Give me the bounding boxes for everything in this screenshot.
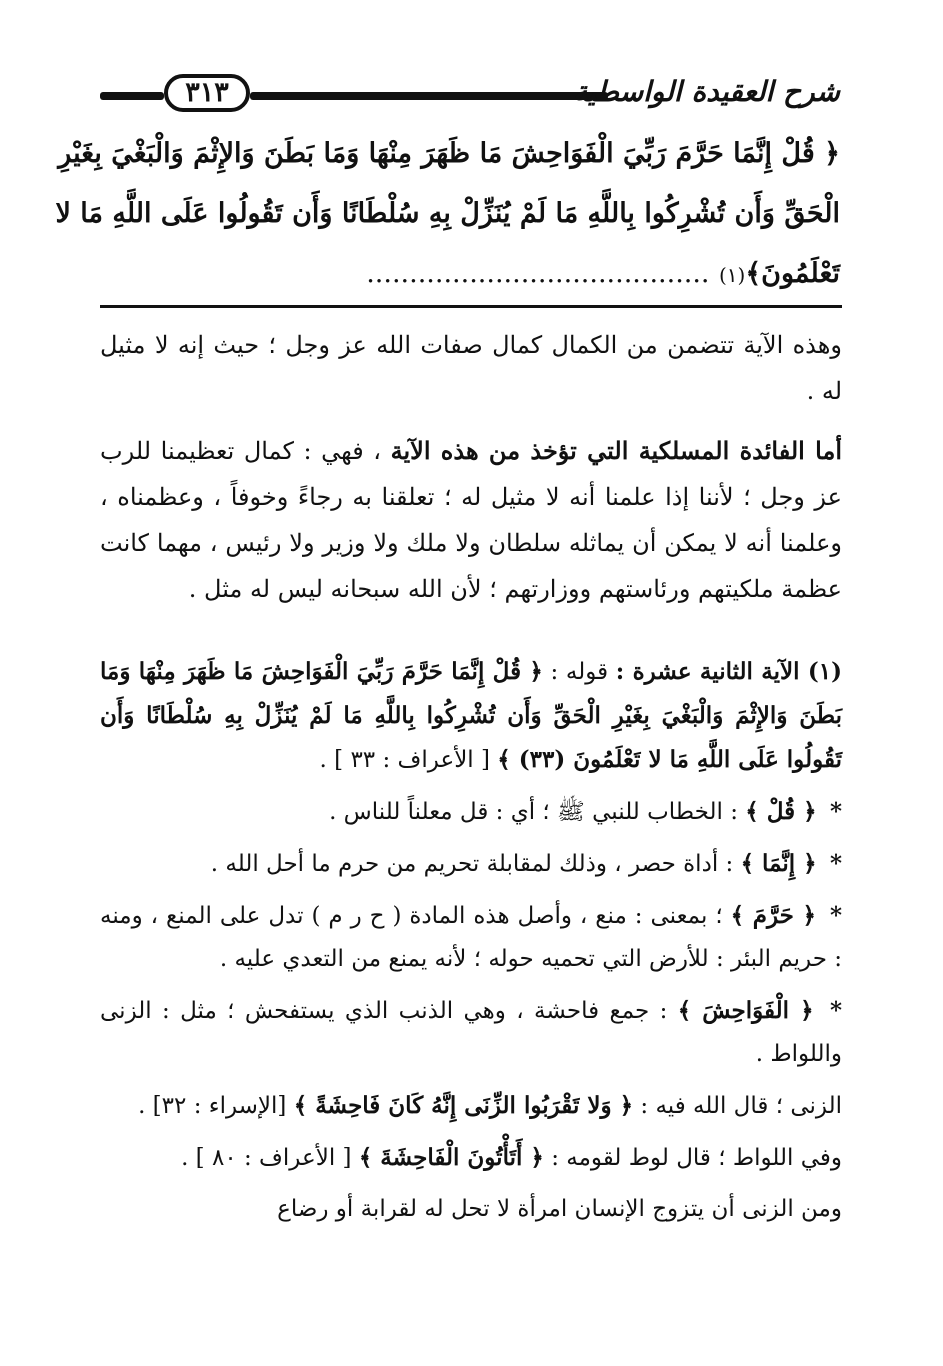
page-number: ٣١٣ <box>164 74 250 112</box>
bullet-star-icon: * <box>829 850 842 877</box>
footnote-1-ref: [ الأعراف : ٣٣ ] . <box>319 747 490 773</box>
liwat-ref: [ الأعراف : ٨٠ ] . <box>181 1145 352 1171</box>
bullet-term-harrama: ﴿ حَرَّمَ ﴾ <box>730 902 817 929</box>
paragraph-2 <box>100 428 842 612</box>
footnote-reference: (١) <box>718 263 746 287</box>
body-text <box>100 322 842 626</box>
liwat-verse: ﴿ أَتَأْتُونَ الْفَاحِشَةَ ﴾ <box>358 1144 544 1171</box>
bullet-star-icon: * <box>830 902 843 929</box>
zina-ref: [الإسراء : ٣٢] . <box>138 1093 287 1119</box>
page-header <box>100 70 840 116</box>
verse-dots: ........................................ <box>366 258 710 289</box>
verse-block <box>55 124 840 305</box>
bullet-text-harrama: ؛ بمعنى : منع ، وأصل هذه المادة ( ح ر م ) تدل على المنع ، ومنه : حريم البئر : للأرض التي تحميه حوله ؛ لأنه يمنع من التعدي عليه . <box>100 903 842 972</box>
bullet-star-icon: * <box>829 997 842 1024</box>
footnote-section <box>100 650 842 1239</box>
bullet-item-fawahish <box>100 989 842 1076</box>
bullet-text-fawahish: : جمع فاحشة ، وهي الذنب الذي يستفحش ؛ مثل : الزنى واللواط . <box>100 998 842 1067</box>
bullet-term-innama: ﴿ إِنَّمَا ﴾ <box>740 850 817 877</box>
book-title: شرح العقيدة الواسطية <box>573 75 840 108</box>
paragraph-2-text: ، فهي : كمال تعظيمنا للرب عز وجل ؛ لأننا إذا علمنا أنه لا مثيل له ؛ تعلقنا به رجاءً وخوفاً ، وعظمناه ، وعلمنا أنه لا يمكن أن يماثله سلطان ولا ملك ولا وزير ولا رئيس ، مهما كانت عظمة ملكيتهم ورئاستهم ووزارتهم ؛ لأن الله سبحانه ليس له مثل . <box>100 437 842 603</box>
bullet-text-qul: : الخطاب للنبي ﷺ ؛ أي : قل معلناً للناس . <box>329 799 738 825</box>
bullet-item-innama <box>100 842 842 886</box>
paragraph-zina <box>100 1084 842 1128</box>
footnote-1-verse: ﴿ قُلْ إِنَّمَا حَرَّمَ رَبِّيَ الْفَوَاحِشَ مَا ظَهَرَ مِنْهَا وَمَا بَطَنَ وَالإِثْمَ وَالْبَغْيَ بِغَيْرِ الْحَقِّ وَأَن تُشْرِكُوا بِاللَّهِ مَا لَمْ يُنَزِّلْ بِهِ سُلْطَانًا وَأَن تَقُولُوا عَلَى اللَّهِ مَا لا تَعْلَمُونَ (٣٣) ﴾ <box>100 658 842 773</box>
footnote-separator <box>100 305 842 308</box>
verse-line-1: ﴿ قُلْ إِنَّمَا حَرَّمَ رَبِّيَ الْفَوَاحِشَ مَا ظَهَرَ مِنْهَا وَمَا بَطَنَ وَالإِثْمَ وَالْبَغْيَ بِغَيْرِ <box>58 138 840 169</box>
paragraph-liwat <box>100 1136 842 1180</box>
bullet-term-qul: ﴿ قُلْ ﴾ <box>745 798 817 825</box>
liwat-intro: وفي اللواط ؛ قال لوط لقومه : <box>551 1145 842 1171</box>
paragraph-1: وهذه الآية تتضمن من الكمال كمال صفات الله عز وجل ؛ حيث إنه لا مثيل له . <box>100 331 842 405</box>
header-rule-left <box>100 92 164 100</box>
bullet-item-harrama <box>100 894 842 981</box>
verse-line-2: الْحَقِّ وَأَن تُشْرِكُوا بِاللَّهِ مَا لَمْ يُنَزِّلْ بِهِ سُلْطَانًا وَأَن تَقُولُوا عَلَى اللَّهِ مَا لا <box>55 198 840 229</box>
verse-line-3 <box>104 244 840 305</box>
bullet-star-icon: * <box>829 798 842 825</box>
bullet-text-innama: : أداة حصر ، وذلك لمقابلة تحريم من حرم ما أحل الله . <box>210 851 734 877</box>
verse-line-3-text: تَعْلَمُونَ﴾ <box>745 258 840 289</box>
bullet-item-qul <box>100 790 842 834</box>
footnote-1 <box>100 650 842 782</box>
paragraph-last: ومن الزنى أن يتزوج الإنسان امرأة لا تحل له لقرابة أو رضاع <box>277 1196 842 1222</box>
footnote-1-heading: (١) الآية الثانية عشرة : <box>615 658 842 685</box>
paragraph-2-heading: أما الفائدة المسلكية التي تؤخذ من هذه الآية <box>390 436 842 465</box>
header-rule-right <box>250 92 608 100</box>
zina-intro: الزنى ؛ قال الله فيه : <box>640 1093 842 1119</box>
footnote-1-intro: قوله : <box>550 659 609 685</box>
bullet-term-fawahish: ﴿ الْفَوَاحِشَ ﴾ <box>677 997 814 1024</box>
zina-verse: ﴿ وَلا تَقْرَبُوا الزِّنَى إِنَّهُ كَانَ فَاحِشَةً ﴾ <box>293 1092 634 1119</box>
